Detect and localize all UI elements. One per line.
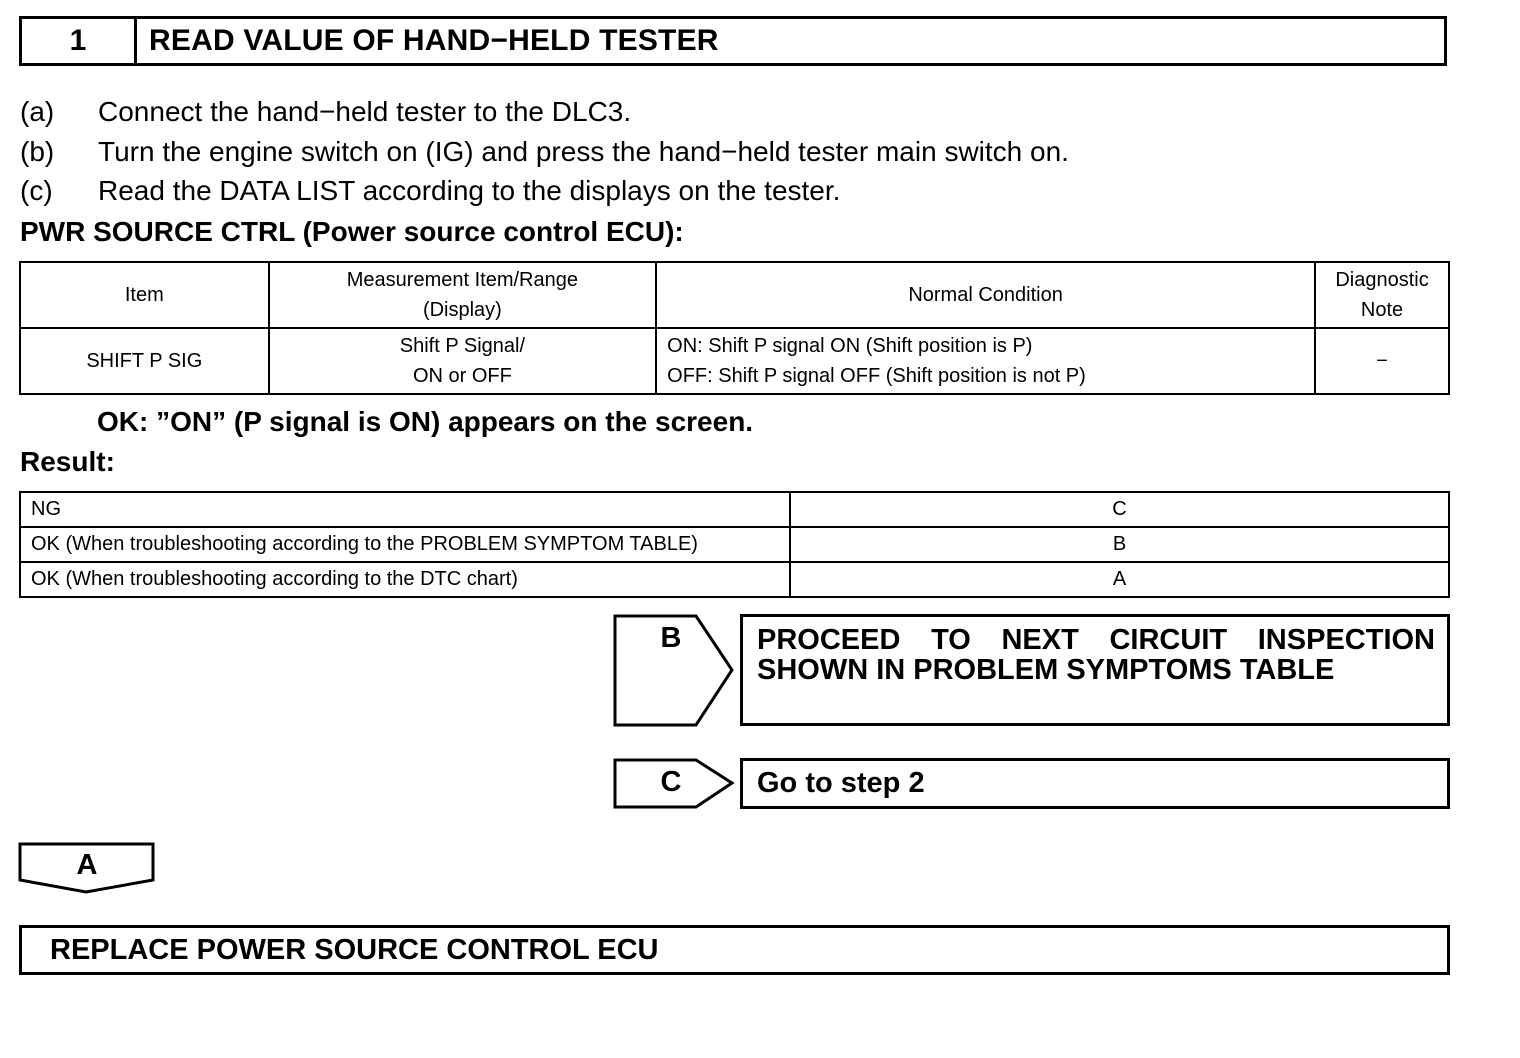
table-row: [20, 328, 1449, 394]
instruction-label: (b): [20, 136, 55, 167]
instruction-label: (c): [20, 175, 53, 206]
header-item: Item: [20, 262, 269, 328]
result-condition: OK (When troubleshooting according to the PROBLEM SYMPTOM TABLE): [20, 527, 790, 562]
branch-a-label: A: [76, 849, 98, 881]
result-label: Result:: [20, 446, 115, 477]
table-row: [20, 492, 1449, 527]
cell-measurement-line1: Shift P Signal/: [399, 335, 526, 357]
cell-item: SHIFT P SIG: [20, 328, 269, 394]
branch-c-action: Go to step 2: [757, 767, 925, 799]
final-action: REPLACE POWER SOURCE CONTROL ECU: [50, 933, 659, 966]
result-code: B: [790, 527, 1449, 562]
branch-c-action-box: [740, 758, 1450, 809]
cell-normal-line2: OFF: Shift P signal OFF (Shift position is not P): [667, 365, 1086, 387]
data-list-table: [19, 261, 1450, 395]
table-row: [20, 527, 1449, 562]
result-code: C: [790, 492, 1449, 527]
cell-note: −: [1315, 328, 1449, 394]
header-normal-condition: Normal Condition: [656, 262, 1315, 328]
instruction-c: [20, 176, 840, 206]
header-diagnostic-line2: Note: [1360, 299, 1404, 321]
instruction-text: Connect the hand−held tester to the DLC3.: [98, 96, 632, 127]
branch-c-label: C: [660, 766, 682, 798]
table-row: [20, 562, 1449, 597]
instruction-text: Turn the engine switch on (IG) and press the hand−held tester main switch on.: [98, 136, 1069, 167]
cell-normal-condition: [656, 328, 1315, 394]
step-header: [19, 16, 1447, 66]
result-table: [19, 491, 1450, 598]
header-diagnostic-line1: Diagnostic: [1335, 269, 1429, 291]
instruction-a: [20, 97, 631, 127]
cell-measurement-line2: ON or OFF: [412, 365, 512, 387]
ok-statement: OK: ”ON” (P signal is ON) appears on the screen.: [97, 406, 754, 437]
step-title: READ VALUE OF HAND−HELD TESTER: [149, 24, 719, 57]
result-condition: NG: [20, 492, 790, 527]
instruction-label: (a): [20, 96, 55, 127]
table-header-row: [20, 262, 1449, 328]
cell-measurement: [269, 328, 657, 394]
cell-normal-line1: ON: Shift P signal ON (Shift position is P): [667, 335, 1033, 357]
branch-b-label: B: [660, 622, 682, 654]
step-number: 1: [22, 19, 137, 63]
branch-b-action-box: PROCEED TO NEXT CIRCUIT INSPECTION SHOWN IN PROBLEM SYMPTOMS TABLE: [740, 614, 1450, 726]
result-condition: OK (When troubleshooting according to the DTC chart): [20, 562, 790, 597]
result-code: A: [790, 562, 1449, 597]
header-measurement-line2: (Display): [422, 299, 502, 321]
header-measurement-line1: Measurement Item/Range: [346, 269, 578, 291]
instruction-b: [20, 137, 1069, 167]
final-action-box: [19, 925, 1450, 975]
ecu-heading: PWR SOURCE CTRL (Power source control ECU):: [20, 216, 684, 247]
header-diagnostic-note: [1315, 262, 1449, 328]
header-measurement: [269, 262, 657, 328]
instruction-text: Read the DATA LIST according to the displays on the tester.: [98, 175, 841, 206]
